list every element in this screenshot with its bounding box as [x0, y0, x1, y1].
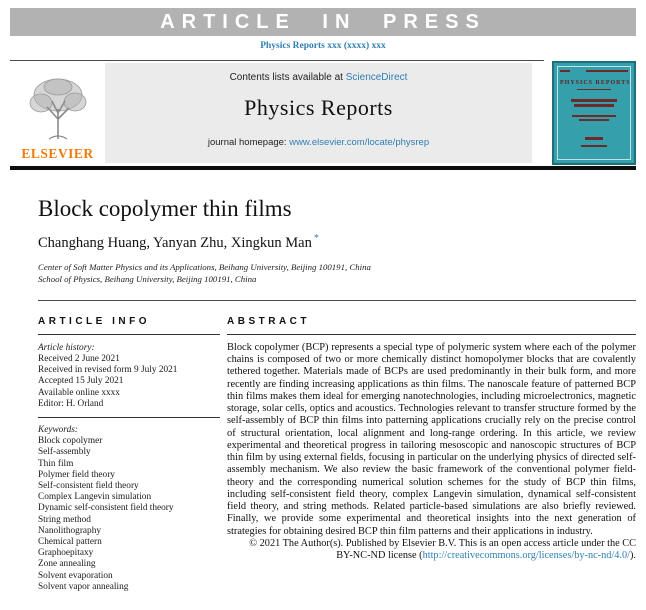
paper-first-page	[0, 8, 646, 610]
keyword-item: Self-consistent field theory	[38, 481, 139, 492]
cover-journal-title: PHYSICS REPORTS	[560, 80, 631, 86]
header-top-rule	[10, 60, 544, 61]
header-divider-bar	[10, 166, 636, 170]
cover-footer-bar2	[581, 145, 607, 147]
article-history-item: Received in revised form 9 July 2021	[38, 365, 178, 376]
cover-top-text-bar	[586, 70, 628, 72]
keywords-divider-rule	[38, 417, 220, 418]
keyword-item: Solvent evaporation	[38, 570, 113, 581]
keyword-item: Dynamic self-consistent field theory	[38, 503, 174, 514]
article-history-label: Article history:	[38, 342, 95, 353]
copyright-line2-prefix: BY-NC-ND license (	[336, 550, 423, 562]
keywords-list	[38, 436, 220, 593]
abstract-text: Block copolymer (BCP) represents a special type of polymeric system where each of the polymer chains is composed of two or more chemically distinct homopolymer blocks that are covalently tethered together. Materials made of BCPs are used predominantly in their bulk form, and more recently are finding increasing applications as thin films. The nanoscale feature of patterned BCP thin films makes them ideal for emerging nanotechnologies, including microelectronics, magnetic storage, solar cells, optics and acoustics. Technologies relevant to transfer structure formed by the self-assembly of BCP thin films into patterning applications crucially rely on the precise control of structural orientation, local alignment and long-range ordering. In this article, we review experimental and theoretical progress in tailoring mesoscopic and nanoscopic structures of BCP thin film by using external fields, focusing in particular on the underlying physics of directed self-assembly mechanism. We also review the basic framework of the conventional polymer field-theory and the corresponding numerical solution schemes for the study of BCP thin films, including self-consistent field theory, complex Langevin simulation, dynamical self-consistent field theory, and string methods. Related particle-based simulations are also briefly reviewed. Finally, we provide some experimental and theoretical insights into the next generation of strategies for obtaining desired BCP thin film patterns and their applications in industry.	[227, 341, 636, 537]
keyword-item: Polymer field theory	[38, 469, 115, 480]
keywords-label: Keywords:	[38, 425, 78, 436]
keyword-item: Nanolithography	[38, 525, 101, 536]
abstract-column	[227, 316, 636, 593]
article-info-column	[38, 316, 220, 593]
homepage-prefix: journal homepage:	[207, 137, 290, 148]
article-history-list	[38, 354, 220, 410]
cover-subtitle-bar	[577, 89, 611, 90]
citation-link[interactable]: Physics Reports xxx (xxxx) xxx	[260, 41, 386, 51]
journal-homepage-link[interactable]: www.elsevier.com/locate/physrep	[289, 137, 430, 148]
article-history-item: Received 2 June 2021	[38, 354, 120, 365]
cover-author-bar	[572, 115, 616, 117]
keyword-item: Complex Langevin simulation	[38, 492, 152, 503]
keyword-item: Chemical pattern	[38, 537, 102, 548]
abstract-heading: ABSTRACT	[227, 315, 310, 327]
elsevier-logo	[10, 63, 105, 163]
elsevier-wordmark: ELSEVIER	[21, 146, 94, 161]
journal-cover-inner	[557, 66, 631, 160]
article-history-item: Accepted 15 July 2021	[38, 376, 124, 387]
keyword-item: Thin film	[38, 458, 74, 469]
article-history-item: Editor: H. Orland	[38, 398, 104, 409]
sciencedirect-link[interactable]: ScienceDirect	[345, 72, 408, 83]
banner-text: ARTICLE IN PRESS	[160, 10, 486, 33]
keyword-item: Self-assembly	[38, 447, 91, 458]
affiliations	[38, 261, 636, 285]
journal-cover-thumbnail	[552, 61, 636, 165]
copyright-block	[227, 538, 636, 563]
keyword-item: Zone annealing	[38, 559, 96, 570]
author-names: Changhang Huang, Yanyan Zhu, Xingkun Man	[38, 234, 312, 251]
affiliation-line: Center of Soft Matter Physics and its Applications, Beihang University, Beijing 100191, China	[38, 261, 371, 272]
article-info-rule	[38, 334, 220, 335]
homepage-line	[105, 137, 532, 148]
authors-line	[38, 233, 636, 252]
journal-header-box	[105, 63, 532, 163]
cover-footer-bar	[585, 137, 603, 140]
copyright-line1: © 2021 The Author(s). Published by Elsevier B.V. This is an open access article under the CC	[249, 537, 636, 549]
copyright-line2-suffix: ).	[629, 550, 636, 562]
article-history-item: Available online xxxx	[38, 387, 120, 398]
license-link[interactable]: http://creativecommons.org/licenses/by-nc-nd/4.0/	[422, 550, 630, 562]
citation-line	[0, 41, 646, 51]
cover-logo-mark	[560, 70, 570, 72]
corresponding-author-mark[interactable]: *	[313, 233, 319, 244]
journal-header	[10, 60, 636, 166]
contents-prefix: Contents lists available at	[229, 72, 346, 83]
cover-article-title-bar2	[574, 104, 614, 107]
page-title: Block copolymer thin films	[38, 196, 292, 221]
keyword-item: Graphoepitaxy	[38, 548, 94, 559]
elsevier-tree-icon	[27, 75, 89, 148]
keyword-item: Block copolymer	[38, 436, 103, 447]
info-abstract-columns	[38, 316, 636, 593]
affiliation-line: School of Physics, Beihang University, Beijing 100191, China	[38, 273, 257, 284]
article-history-block	[38, 343, 220, 593]
abstract-rule	[227, 334, 636, 335]
title-divider-rule	[38, 300, 636, 301]
article-in-press-banner	[10, 8, 636, 36]
contents-line	[105, 72, 532, 83]
cover-article-title-bar	[571, 99, 617, 102]
article-info-heading: ARTICLE INFO	[38, 315, 150, 327]
keyword-item: Solvent vapor annealing	[38, 581, 129, 592]
cover-author-bar2	[579, 119, 609, 121]
keyword-item: String method	[38, 514, 91, 525]
journal-title: Physics Reports	[244, 95, 393, 120]
